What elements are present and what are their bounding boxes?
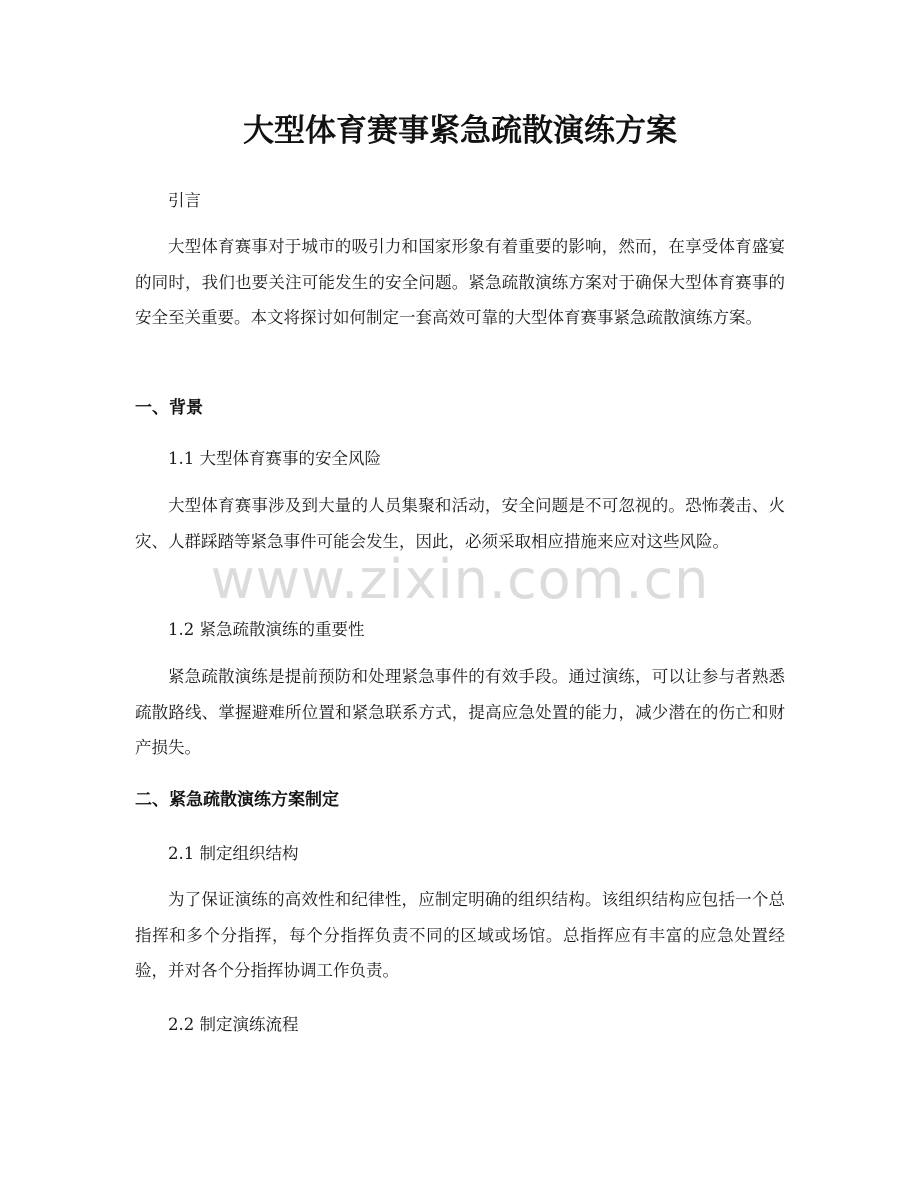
section-heading-background: 一、背景 bbox=[135, 398, 203, 418]
intro-label: 引言 bbox=[168, 191, 201, 210]
subsection-heading-2-2: 2.2 制定演练流程 bbox=[168, 1015, 299, 1034]
watermark: www.zixin.com.cn bbox=[210, 548, 710, 611]
section-heading-plan: 二、紧急疏散演练方案制定 bbox=[135, 790, 339, 810]
subsection-heading-2-1: 2.1 制定组织结构 bbox=[168, 844, 299, 863]
document-title: 大型体育赛事紧急疏散演练方案 bbox=[243, 113, 677, 149]
subsection-paragraph-2-1: 为了保证演练的高效性和纪律性，应制定明确的组织结构。该组织结构应包括一个总指挥和多个分指挥，每个分指挥负责不同的区域或场馆。总指挥应有丰富的应急处置经验，并对各个分指挥协调工作负责。 bbox=[135, 890, 785, 980]
intro-paragraph: 大型体育赛事对于城市的吸引力和国家形象有着重要的影响，然而，在享受体育盛宴的同时，我们也要关注可能发生的安全问题。紧急疏散演练方案对于确保大型体育赛事的安全至关重要。本文将探讨如何制定一套高效可靠的大型体育赛事紧急疏散演练方案。 bbox=[135, 237, 785, 327]
subsection-paragraph-1-2: 紧急疏散演练是提前预防和处理紧急事件的有效手段。通过演练，可以让参与者熟悉疏散路线、掌握避难所位置和紧急联系方式，提高应急处置的能力，减少潜在的伤亡和财产损失。 bbox=[135, 667, 785, 757]
subsection-heading-1-1: 1.1 大型体育赛事的安全风险 bbox=[168, 449, 381, 468]
subsection-heading-1-2: 1.2 紧急疏散演练的重要性 bbox=[168, 620, 365, 639]
subsection-paragraph-1-1: 大型体育赛事涉及到大量的人员集聚和活动，安全问题是不可忽视的。恐怖袭击、火灾、人群踩踏等紧急事件可能会发生，因此，必须采取相应措施来应对这些风险。 bbox=[135, 496, 785, 551]
